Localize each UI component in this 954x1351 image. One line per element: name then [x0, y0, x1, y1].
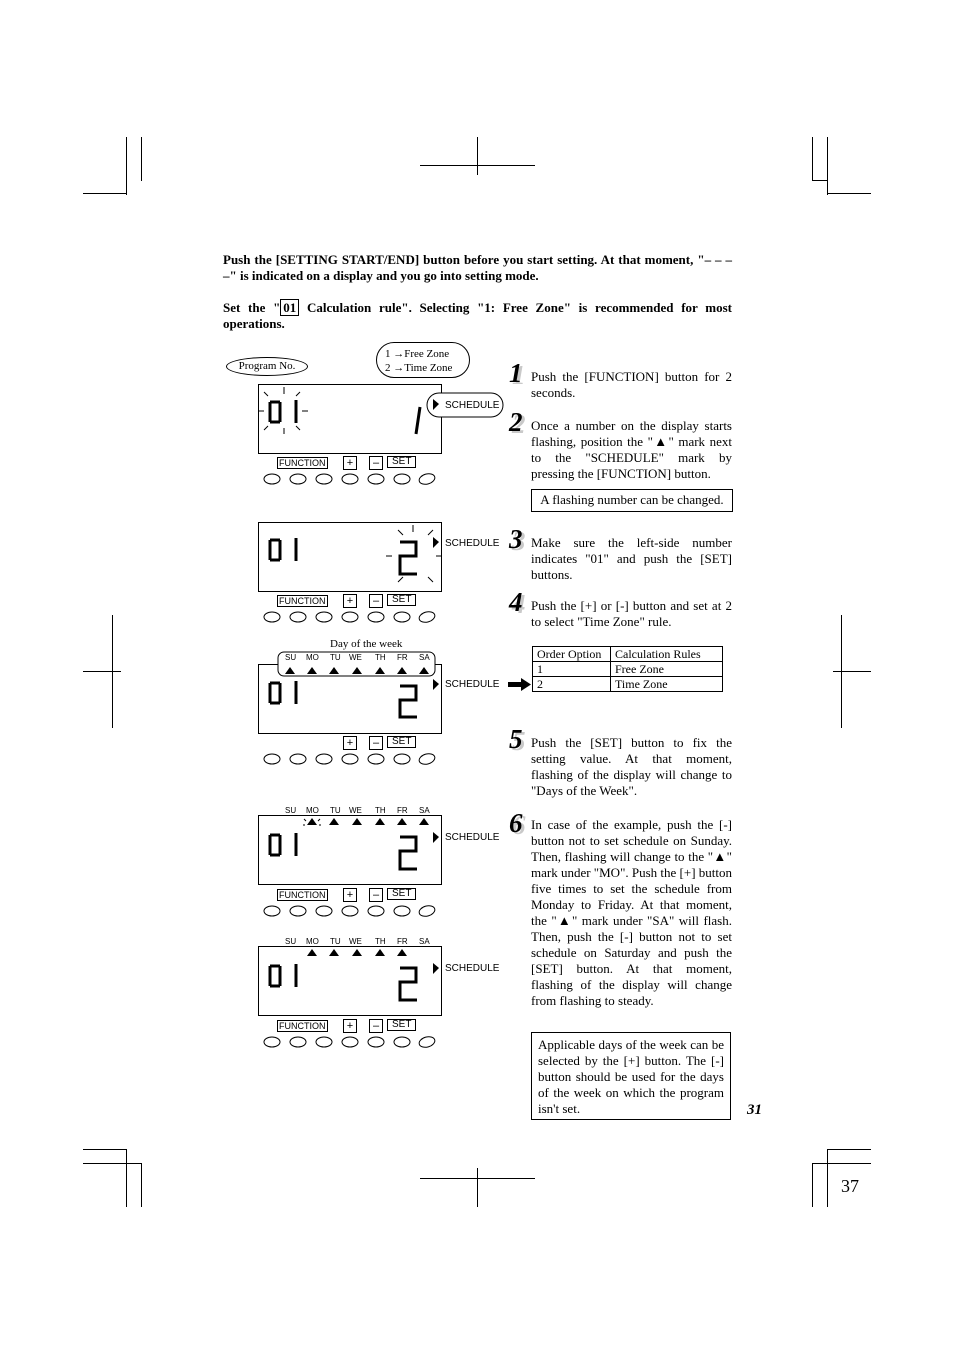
- schedule-label: SCHEDULE: [445, 538, 500, 549]
- note-flashing: A flashing number can be changed.: [531, 489, 733, 512]
- crop-mark: [827, 1149, 828, 1207]
- step-6-text: In case of the example, push the [-] button not to set schedule on Sunday. Then, flashing will change to the "▲" mark under "MO". Push the [+] button five times to set the schedule from Monday to Friday. At that moment, the "▲" mark under "SA" will flash. Then, push the [-] button not to set schedule on Saturday and push the [SET] button. At that moment, flashing of the display will change from flashing to steady.: [531, 817, 733, 1008]
- button-ovals: [262, 472, 442, 486]
- crop-mark: [126, 137, 127, 195]
- crop-mark: [126, 1149, 127, 1207]
- function-button[interactable]: FUNCTION: [279, 890, 326, 900]
- set-button[interactable]: SET: [387, 1019, 416, 1031]
- crop-mark: [841, 615, 842, 728]
- calculation-rules-table: [532, 646, 723, 692]
- crop-mark: [83, 671, 121, 672]
- minus-button[interactable]: –: [369, 594, 383, 608]
- crop-mark: [827, 193, 871, 194]
- step-number: 6: [509, 808, 523, 838]
- step-2-text: Once a number on the display starts flashing, position the "▲" mark next to the "SCHEDULE" mark by pressing the [FUNCTION] button.: [531, 418, 732, 481]
- crop-mark: [477, 1168, 478, 1207]
- set-button[interactable]: SET: [387, 594, 416, 606]
- minus-button[interactable]: –: [369, 1019, 383, 1033]
- step-number: 1: [509, 358, 523, 388]
- display-panel-2: [258, 522, 448, 592]
- plus-button[interactable]: +: [343, 888, 357, 902]
- crop-mark: [477, 137, 478, 175]
- set-button[interactable]: SET: [387, 888, 416, 900]
- minus-button[interactable]: –: [369, 888, 383, 902]
- crop-mark: [112, 615, 113, 728]
- crop-mark: [812, 1163, 813, 1207]
- set-button[interactable]: SET: [387, 736, 416, 748]
- crop-mark: [827, 1149, 871, 1150]
- button-ovals: [262, 752, 442, 766]
- crop-mark: [141, 137, 142, 181]
- step-number: 4: [509, 587, 523, 617]
- button-ovals: [262, 610, 442, 624]
- plus-button[interactable]: +: [343, 456, 357, 470]
- step-number: 3: [509, 524, 523, 554]
- button-ovals: [262, 1035, 442, 1049]
- zone-options-callout: 1 →Free Zone 2 →Time Zone: [376, 342, 470, 378]
- section-number: 31: [747, 1102, 762, 1118]
- crop-mark: [83, 1149, 127, 1150]
- program-no-callout: Program No.: [226, 357, 308, 376]
- table-header: Calculation Rules: [611, 647, 723, 662]
- intro-paragraph-2: Set the " 01 Calculation rule". Selecting "1: Free Zone" is recommended for most operations.: [223, 300, 732, 331]
- minus-button[interactable]: –: [369, 456, 383, 470]
- button-ovals: [262, 904, 442, 918]
- step-4-text: Push the [+] or [-] button and set at 2 to select "Time Zone" rule.: [531, 598, 732, 629]
- crop-mark: [83, 193, 127, 194]
- minus-button[interactable]: –: [369, 736, 383, 750]
- crop-mark: [812, 137, 813, 181]
- step-1-text: Push the [FUNCTION] button for 2 seconds.: [531, 369, 732, 400]
- set-button[interactable]: SET: [387, 456, 416, 468]
- schedule-label: SCHEDULE: [445, 679, 500, 690]
- step-number: 2: [509, 407, 523, 437]
- function-button[interactable]: FUNCTION: [279, 1021, 326, 1031]
- schedule-label: SCHEDULE: [445, 963, 500, 974]
- schedule-label: SCHEDULE: [445, 832, 500, 843]
- intro-paragraph-1: Push the [SETTING START/END] button before you start setting. At that moment, "– – – –" is indicated on a display and you go into setting mode.: [223, 252, 733, 283]
- crop-mark: [827, 137, 828, 195]
- display-panel-3: [258, 651, 448, 735]
- table-row: 2 Time Zone: [533, 677, 723, 692]
- crop-mark: [833, 671, 871, 672]
- page-number: 37: [841, 1176, 859, 1196]
- day-of-week-label: Day of the week: [330, 638, 403, 650]
- arrow-right-icon: [508, 678, 532, 692]
- plus-button[interactable]: +: [343, 736, 357, 750]
- table-header: Order Option: [533, 647, 611, 662]
- schedule-label: SCHEDULE: [445, 400, 500, 411]
- table-row: 1 Free Zone: [533, 662, 723, 677]
- display-panel-5: [258, 946, 448, 1018]
- note-applicable-days: Applicable days of the week can be selected by the [+] button. The [-] button should be used for the days of the week on which the program isn't set.: [531, 1032, 731, 1120]
- crop-mark: [141, 1163, 142, 1207]
- step-3-text: Make sure the left-side number indicates "01" and push the [SET] buttons.: [531, 535, 732, 582]
- plus-button[interactable]: +: [343, 594, 357, 608]
- step-5-text: Push the [SET] button to fix the setting value. At that moment, flashing of the display will change to "Days of the Week".: [531, 735, 732, 798]
- step-number: 5: [509, 724, 523, 754]
- function-button[interactable]: FUNCTION: [279, 458, 326, 468]
- display-panel-4: [258, 815, 448, 887]
- function-button[interactable]: FUNCTION: [279, 596, 326, 606]
- plus-button[interactable]: +: [343, 1019, 357, 1033]
